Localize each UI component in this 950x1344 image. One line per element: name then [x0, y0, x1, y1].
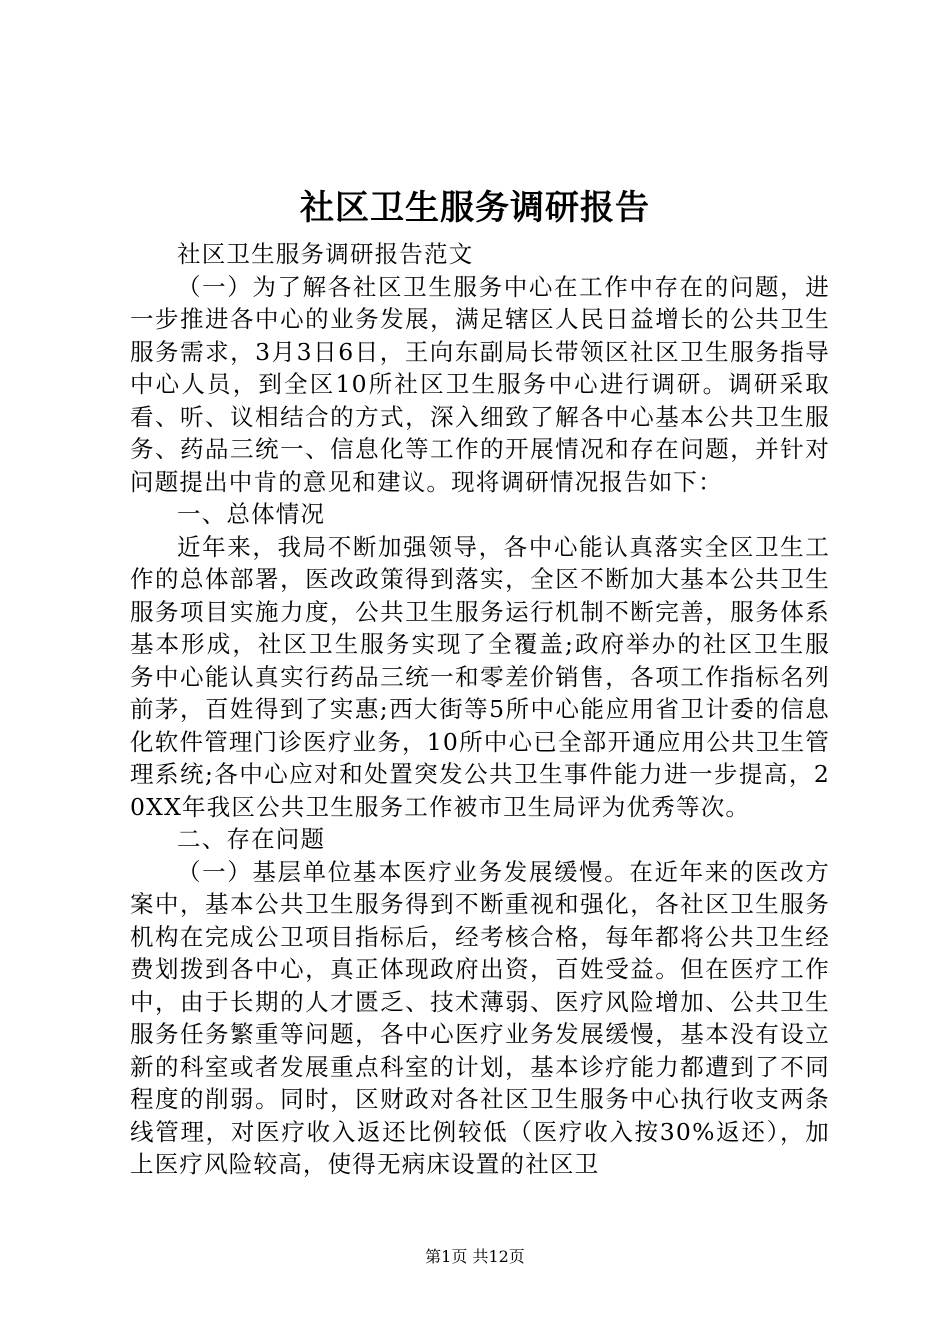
section-heading-overview: 一、总体情况	[177, 500, 326, 528]
paragraph-overview: 近年来，我局不断加强领导，各中心能认真落实全区卫生工作的总体部署，医改政策得到落实，全区不断加大基本公共卫生服务项目实施力度，公共卫生服务运行机制不断完善，服务体系基本形成，社区卫生服务实现了全覆盖;政府举办的社区卫生服务中心能认真实行药品三统一和零差价销售，各项工作指标名列前茅，百姓得到了实惠;西大街等5所中心能应用省卫计委的信息化软件管理门诊医疗业务，10所中心已全部开通应用公共卫生管理系统;各中心应对和处置突发公共卫生事件能力进一步提高，20XX年我区公共卫生服务工作被市卫生局评为优秀等次。	[130, 532, 830, 821]
document-title: 社区卫生服务调研报告	[300, 188, 650, 228]
paragraph-subtitle: 社区卫生服务调研报告范文	[177, 240, 474, 268]
document-body	[130, 238, 830, 1181]
page-footer: 第1页 共12页	[425, 1247, 525, 1266]
section-heading-problems: 二、存在问题	[177, 825, 326, 853]
paragraph-problem-1: （一）基层单位基本医疗业务发展缓慢。在近年来的医改方案中，基本公共卫生服务得到不断重视和强化，各社区卫生服务机构在完成公卫项目指标后，经考核合格，每年都将公共卫生经费划拨到各中心，真正体现政府出资，百姓受益。但在医疗工作中，由于长期的人才匮乏、技术薄弱、医疗风险增加、公共卫生服务任务繁重等问题，各中心医疗业务发展缓慢，基本没有设立新的科室或者发展重点科室的计划，基本诊疗能力都遭到了不同程度的削弱。同时，区财政对各社区卫生服务中心执行收支两条线管理，对医疗收入返还比例较低（医疗收入按30%返还），加上医疗风险较高，使得无病床设置的社区卫	[130, 857, 830, 1178]
paragraph-intro: （一）为了解各社区卫生服务中心在工作中存在的问题，进一步推进各中心的业务发展，满足辖区人民日益增长的公共卫生服务需求，3月3日6日，王向东副局长带领区社区卫生服务指导中心人员，到全区10所社区卫生服务中心进行调研。调研采取看、听、议相结合的方式，深入细致了解各中心基本公共卫生服务、药品三统一、信息化等工作的开展情况和存在问题，并针对问题提出中肯的意见和建议。现将调研情况报告如下：	[130, 272, 830, 496]
